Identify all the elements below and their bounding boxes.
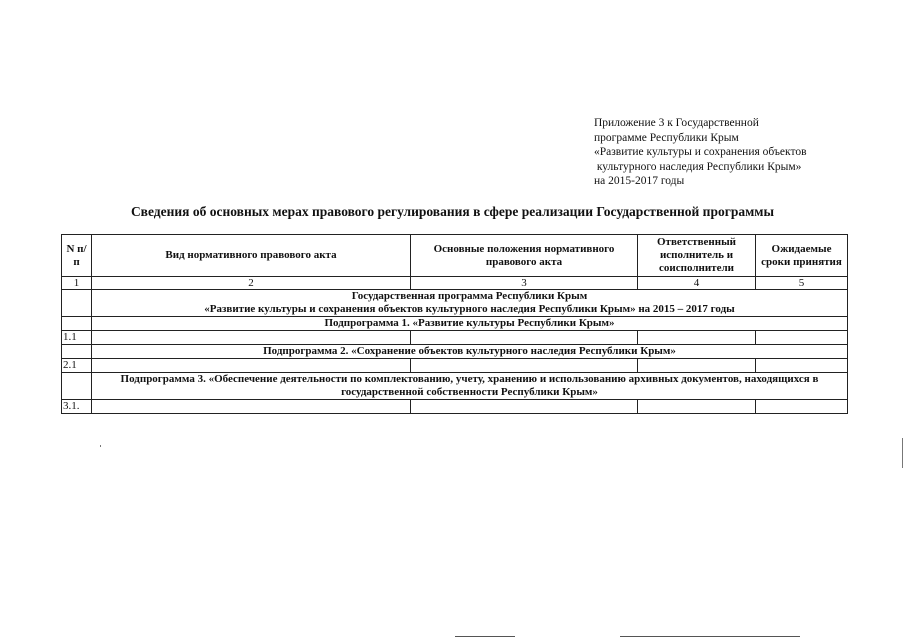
empty-cell — [92, 400, 411, 414]
column-number: 1 — [62, 277, 92, 290]
empty-cell — [638, 359, 756, 373]
subprogram-row — [62, 373, 848, 400]
empty-cell — [638, 400, 756, 414]
empty-cell — [92, 359, 411, 373]
subprogram-title: Подпрограмма 2. «Сохранение объектов культурного наследия Республики Крым» — [92, 345, 848, 359]
header-terms: Ожидаемые сроки принятия — [756, 235, 848, 277]
header-num: N п/п — [62, 235, 92, 277]
document-title: Сведения об основных мерах правового регулирования в сфере реализации Государственной программы — [130, 204, 775, 219]
appendix-line: программе Республики Крым — [594, 131, 739, 144]
table-row — [62, 400, 848, 414]
column-number: 2 — [92, 277, 411, 290]
empty-cell — [62, 345, 92, 359]
appendix-line: «Развитие культуры и сохранения объектов — [594, 146, 807, 158]
empty-cell — [62, 290, 92, 317]
empty-cell — [756, 400, 848, 414]
empty-cell — [411, 359, 638, 373]
program-title-cell — [92, 290, 848, 317]
subprogram-row — [62, 317, 848, 331]
appendix-line: на 2015-2017 годы — [594, 175, 685, 187]
column-number: 4 — [638, 277, 756, 290]
row-number: 2.1 — [62, 359, 92, 373]
program-line: Государственная программа Республики Крым — [351, 290, 588, 302]
program-row — [62, 290, 848, 317]
scan-artifact — [455, 636, 515, 637]
subprogram-title: Подпрограмма 3. «Обеспечение деятельности по комплектованию, учету, хранению и использованию архивных документов, находящихся в государственной собственности Республики Крым» — [92, 373, 848, 400]
measures-table — [61, 234, 848, 414]
table-row — [62, 359, 848, 373]
empty-cell — [92, 331, 411, 345]
subprogram-row — [62, 345, 848, 359]
program-line: «Развитие культуры и сохранения объектов культурного наследия Республики Крым» на 2015 – 2017 годы — [204, 303, 735, 315]
empty-cell — [62, 317, 92, 331]
header-provisions: Основные положения нормативного правового акта — [411, 235, 638, 277]
column-number: 5 — [756, 277, 848, 290]
appendix-line: культурного наследия Республики Крым» — [594, 160, 802, 173]
empty-cell — [411, 331, 638, 345]
appendix-line: Приложение 3 к Государственной — [594, 117, 759, 129]
scan-artifact — [100, 445, 101, 447]
empty-cell — [756, 331, 848, 345]
header-executor: Ответственный исполнитель и соисполнители — [638, 235, 756, 277]
subprogram-title: Подпрограмма 1. «Развитие культуры Республики Крым» — [92, 317, 848, 331]
scan-artifact — [620, 636, 800, 637]
row-number: 1.1 — [62, 331, 92, 345]
table-row — [62, 331, 848, 345]
header-act-type: Вид нормативного правового акта — [92, 235, 411, 277]
empty-cell — [62, 373, 92, 400]
empty-cell — [411, 400, 638, 414]
column-number: 3 — [411, 277, 638, 290]
row-number: 3.1. — [62, 400, 92, 414]
empty-cell — [638, 331, 756, 345]
column-number-row — [62, 277, 848, 290]
empty-cell — [756, 359, 848, 373]
appendix-note — [594, 116, 894, 189]
header-row — [62, 235, 848, 277]
scan-artifact — [902, 438, 903, 468]
